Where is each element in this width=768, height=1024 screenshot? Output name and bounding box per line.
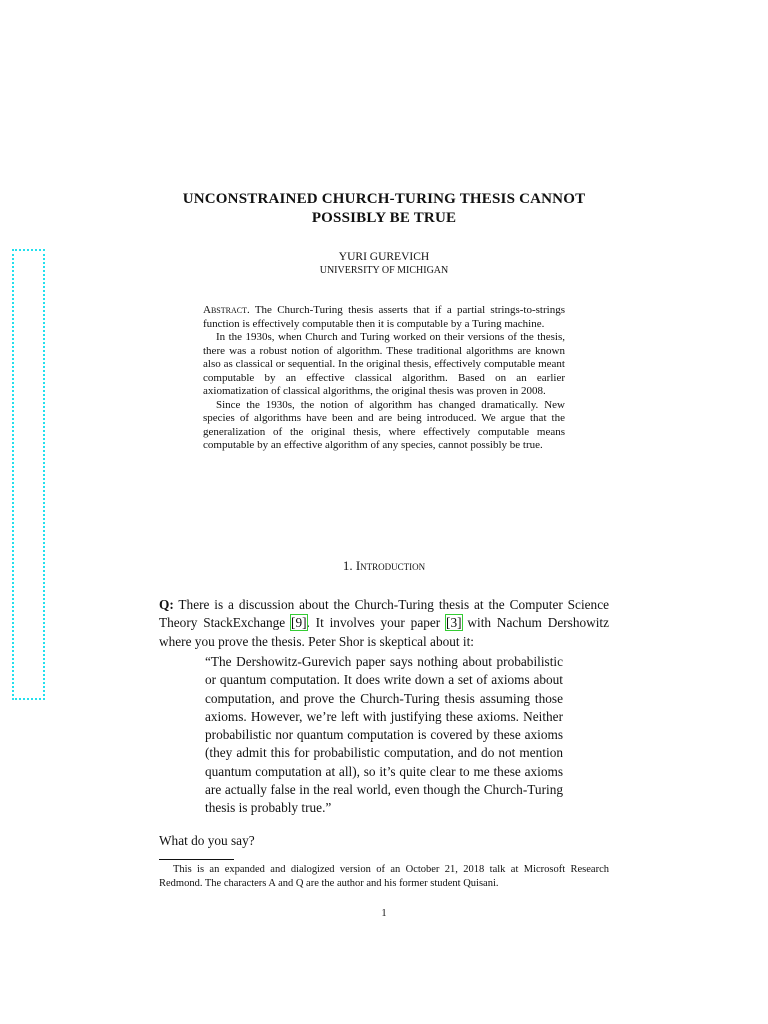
block-quote [205,653,563,818]
footnote-text: This is an expanded and dialogized version of an October 21, 2018 talk at Microsoft Research Redmond. The characters A and Q are the author and his former student Quisani. [159,864,609,889]
speaker-label-q: Q: [159,597,174,612]
citation-link-9[interactable]: [9] [291,615,307,631]
author-name: YURI GUREVICH [338,251,430,263]
abstract-paragraph-2: In the 1930s, when Church and Turing worked on their versions of the thesis, there was a robust notion of algorithm. These traditional algorithms are known also as classical or sequential. In the original thesis, effectively computable meant computable by an effective classical algorithm. Based on an earlier axiomatization of classical algorithms, the original thesis was proven in 2008. [203,331,565,397]
author-affiliation: UNIVERSITY OF MICHIGAN [319,265,449,276]
arxiv-sidebar-link-box[interactable] [12,249,45,700]
quote-text: “The Dershowitz-Gurevich paper says nothing about probabilistic or quantum computation. It does write down a set of axioms about computation, and prove the Church-Turing thesis assuming those axioms. However, we’re left with justifying these axioms. Neither probabilistic nor quantum computation is covered by these axioms (they admit this for probabilistic computation, and do not mention quantum computation at all), so it’s quite clear to me these axioms are actually false in the real world, even though the Church-Turing thesis is probably true.” [205,654,563,816]
abstract-label: Abstract. [203,304,250,316]
title-line-1: UNCONSTRAINED CHURCH-TURING THESIS CANNOT [182,191,586,207]
body-text-a: There is a discussion about the Church-Turing thesis at the Computer Science Theory StackExchange [159,597,609,631]
section-number: 1. [342,558,353,573]
abstract-paragraph-3: Since the 1930s, the notion of algorithm has changed dramatically. New species of algorithms have been and are being introduced. We argue that the generalization of the original thesis, where effectively computable means computable by an effective algorithm of any species, cannot possibly be true. [203,398,565,451]
footnote-divider [159,859,234,860]
footnote [159,863,609,890]
citation-link-3[interactable]: [3] [446,615,462,631]
paper-title [100,190,668,228]
section-heading [100,558,668,574]
body-text-b: . It involves your paper [306,615,441,631]
abstract-paragraph-1 [203,304,565,331]
page-number: 1 [381,908,387,919]
closing-question: What do you say? [159,833,255,848]
abstract-text-1: The Church-Turing thesis asserts that if a partial strings-to-strings function is effectively computable then it is computable by a Turing machine. [203,304,565,330]
abstract [203,304,565,453]
title-line-2: POSSIBLY BE TRUE [311,210,457,226]
body-text-c: with Nachum Dershowitz where you prove the thesis. Peter Shor is skeptical about it: [159,615,610,649]
body-paragraph [159,596,609,651]
section-title: Introduction [355,558,426,573]
